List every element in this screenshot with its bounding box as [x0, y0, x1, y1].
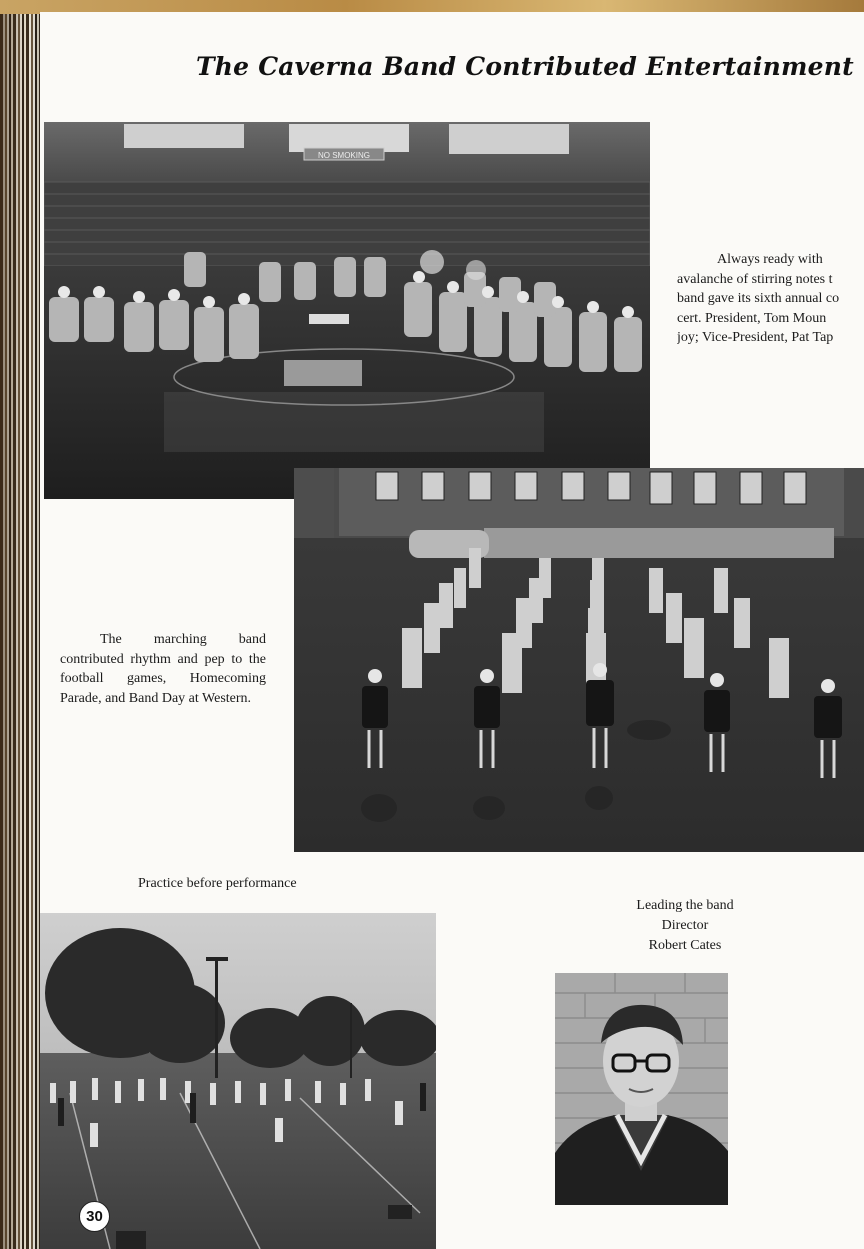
- concert-band-photo: [44, 122, 650, 499]
- concert-caption: Always ready with avalanche of stirring notes t band gave its sixth annual co cert. President, Tom Moun joy; Vice-President, Pat Tap: [677, 252, 840, 345]
- marching-band-photo: [294, 468, 864, 852]
- practice-caption: Practice before performance: [138, 876, 297, 891]
- director-caption: Leading the band Director Robert Cates: [636, 898, 734, 953]
- marching-caption: The marching band contributed rhythm and pep to the football games, Homecoming Parade, and Band Day at Western.: [60, 632, 266, 706]
- practice-field-photo: [40, 913, 436, 1249]
- page-title: The Caverna Band Contributed Entertainment: [196, 52, 854, 81]
- page-number: 30: [79, 1201, 110, 1232]
- director-portrait: [555, 973, 728, 1205]
- no-smoking-sign: NO SMOKING: [317, 151, 371, 160]
